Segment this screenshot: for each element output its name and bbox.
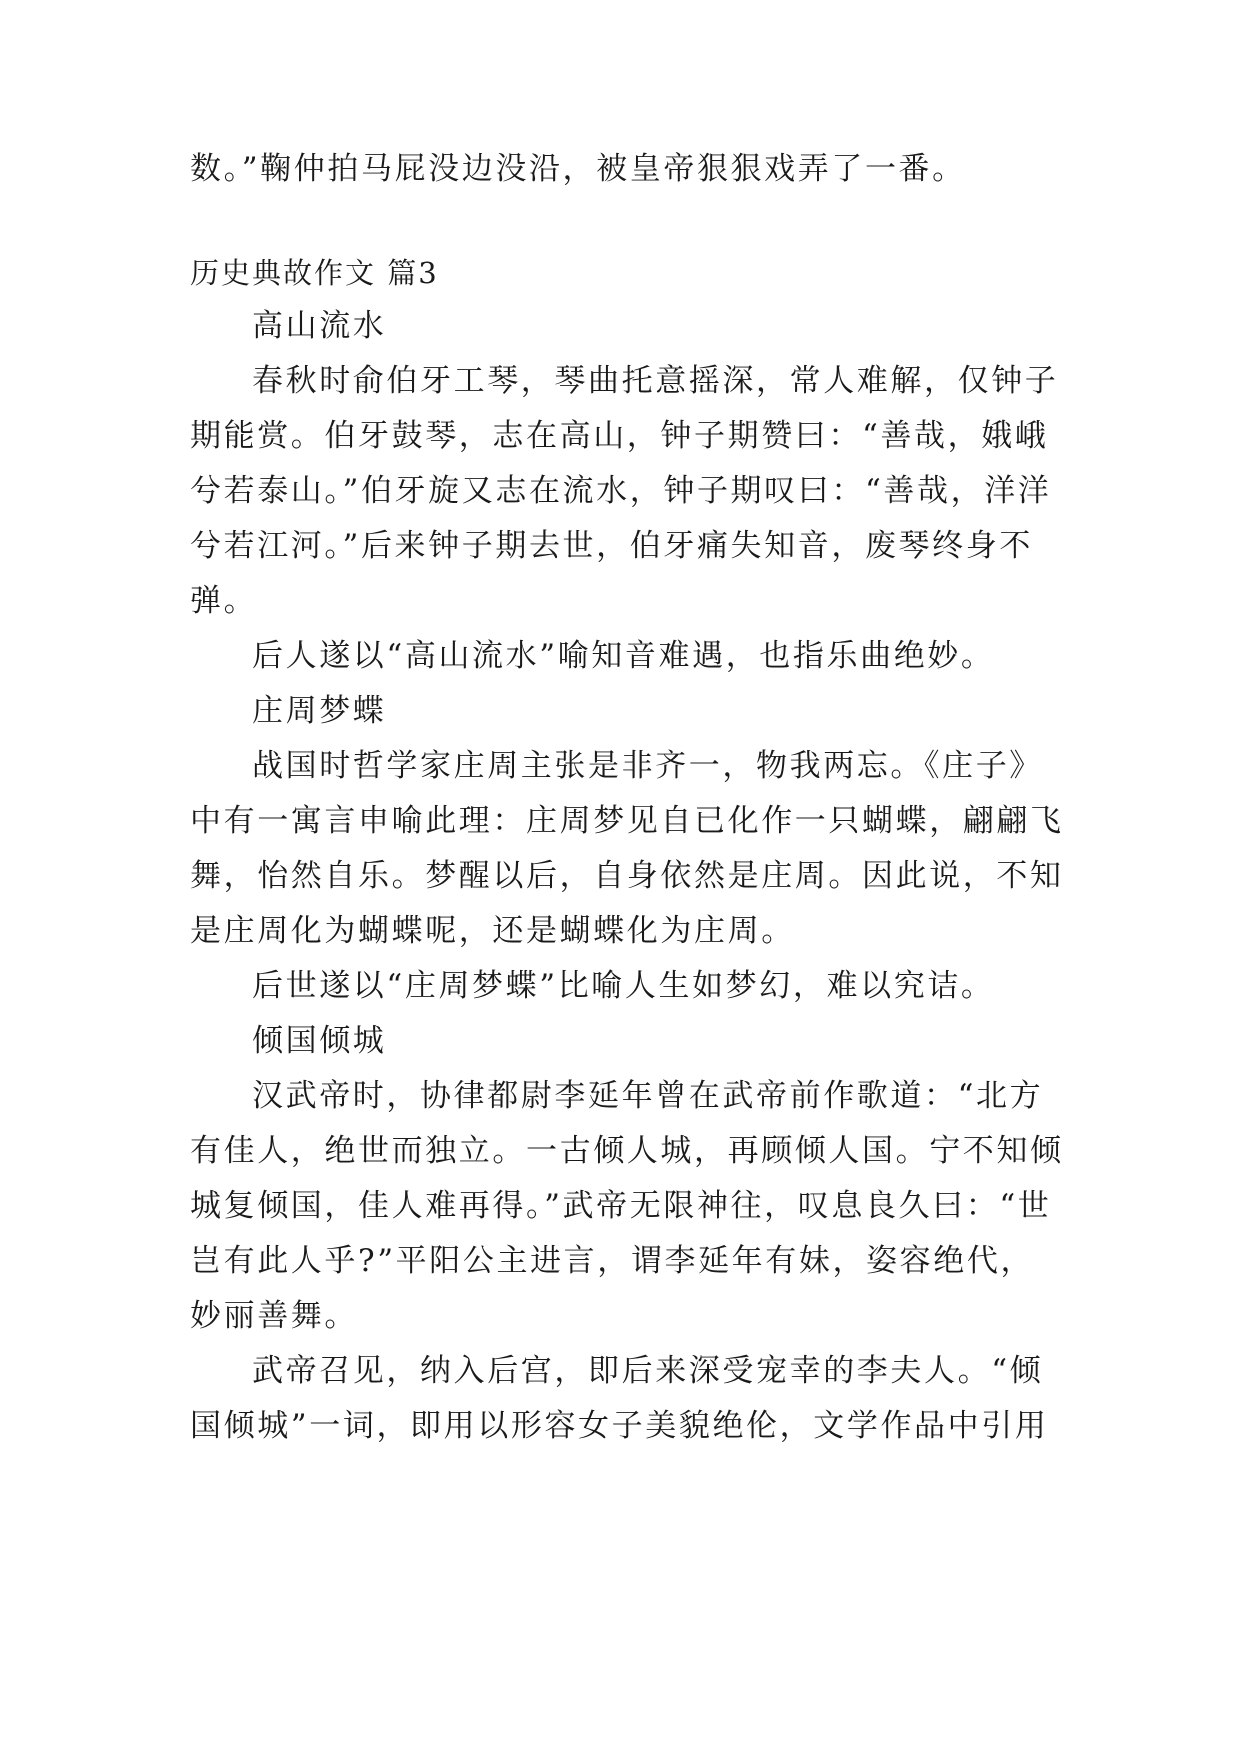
paragraph-line: 舞，怡然自乐。梦醒以后，自身依然是庄周。因此说，不知 — [190, 858, 1064, 894]
paragraph-line: 妙丽善舞。 — [190, 1298, 358, 1334]
story-title: 高山流水 — [252, 308, 387, 344]
paragraph-line: 兮若江河。”后来钟子期去世，伯牙痛失知音，废琴终身不 — [190, 528, 1033, 564]
paragraph-line: 弹。 — [190, 583, 258, 619]
paragraph-line: 武帝召见，纳入后宫，即后来深受宠幸的李夫人。“倾 — [252, 1353, 1044, 1389]
story-title: 倾国倾城 — [252, 1023, 387, 1059]
paragraph-line: 后世遂以“庄周梦蝶”比喻人生如梦幻，难以究诘。 — [252, 968, 995, 1004]
paragraph-line: 岂有此人乎?”平阳公主进言，谓李延年有妹，姿容绝代， — [190, 1243, 1035, 1279]
paragraph-line: 国倾城”一词，即用以形容女子美貌绝伦，文学作品中引用 — [190, 1408, 1049, 1444]
paragraph-line: 是庄周化为蝴蝶呢，还是蝴蝶化为庄周。 — [190, 913, 795, 949]
paragraph-line: 春秋时俞伯牙工琴，琴曲托意摇深，常人难解，仅钟子 — [252, 363, 1059, 399]
paragraph-line: 汉武帝时，协律都尉李延年曾在武帝前作歌道：“北方 — [252, 1078, 1044, 1114]
story-title: 庄周梦蝶 — [252, 693, 387, 729]
paragraph-line: 数。”鞠仲拍马屁没边没沿，被皇帝狠狠戏弄了一番。 — [190, 151, 966, 187]
paragraph-line: 期能赏。伯牙鼓琴，志在高山，钟子期赞曰：“善哉，娥峨 — [190, 418, 1049, 454]
paragraph-line: 有佳人，绝世而独立。一古倾人城，再顾倾人国。宁不知倾 — [190, 1133, 1064, 1169]
paragraph-line: 城复倾国，佳人难再得。”武帝无限神往，叹息良久曰：“世 — [190, 1188, 1052, 1224]
section-heading: 历史典故作文 篇3 — [190, 256, 439, 290]
paragraph-line: 中有一寓言申喻此理：庄周梦见自已化作一只蝴蝶，翩翩飞 — [190, 803, 1064, 839]
paragraph-line: 战国时哲学家庄周主张是非齐一，物我两忘。《庄子》 — [252, 748, 1043, 784]
paragraph-line: 兮若泰山。”伯牙旋又志在流水，钟子期叹曰：“善哉，洋洋 — [190, 473, 1052, 509]
paragraph-line: 后人遂以“高山流水”喻知音难遇，也指乐曲绝妙。 — [252, 638, 995, 674]
